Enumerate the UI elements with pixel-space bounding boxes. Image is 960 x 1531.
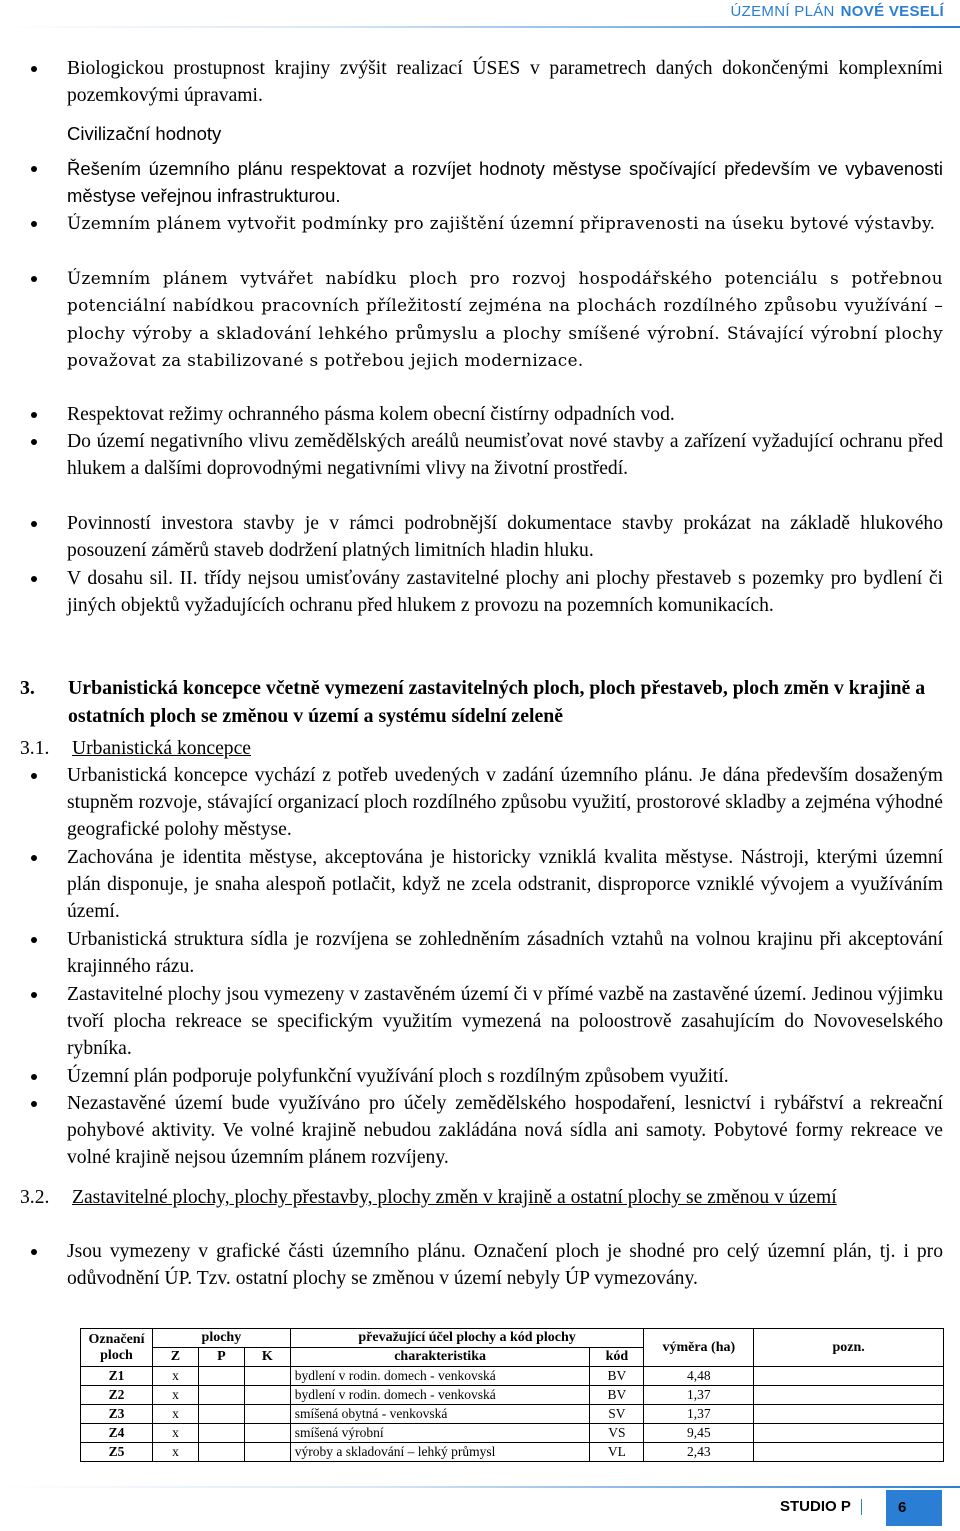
table-row [81, 1424, 944, 1443]
footer-separator [861, 1499, 862, 1515]
cell-id: Z2 [81, 1386, 153, 1405]
list-item: Územním plánem vytvořit podmínky pro zajištění územní připravenosti na úseku bytové výstavby. [67, 210, 943, 237]
list-item: Do území negativního vlivu zemědělských areálů neumisťovat nové stavby a zařízení vyžadující ochranu před hlukem a dalšími doprovodnými negativními vlivy na životní prostředí. [67, 428, 943, 482]
cell-p [198, 1443, 244, 1462]
section-number: 3.2. [20, 1187, 50, 1208]
cell-vymera: 1,37 [644, 1405, 754, 1424]
header-title: NOVÉ VESELÍ [840, 3, 944, 20]
cell-z: x [152, 1405, 198, 1424]
list-item: Biologickou prostupnost krajiny zvýšit realizací ÚSES v parametrech daných dokončenými komplexními pozemkovými úpravami. [67, 55, 943, 109]
cell-z: x [152, 1443, 198, 1462]
list-item: Urbanistická struktura sídla je rozvíjena se zohledněním zásadních vztahů na volnou krajinu při akceptování krajinného rázu. [67, 926, 943, 980]
cell-pozn [754, 1386, 944, 1405]
cell-k [244, 1386, 290, 1405]
list-item: Územní plán podporuje polyfunkční využívání ploch s rozdílným způsobem využití. [67, 1063, 943, 1090]
section-subtitle-civil: Civilizační hodnoty [67, 123, 222, 144]
header-rule [0, 26, 960, 28]
cell-kod: SV [590, 1405, 644, 1424]
table-row [81, 1405, 944, 1424]
cell-kod: BV [590, 1386, 644, 1405]
cell-k [244, 1405, 290, 1424]
plots-table [80, 1328, 944, 1462]
cell-p [198, 1367, 244, 1386]
cell-k [244, 1367, 290, 1386]
cell-p [198, 1386, 244, 1405]
cell-vymera: 2,43 [644, 1443, 754, 1462]
col-header-pozn: pozn. [754, 1329, 944, 1367]
section-number: 3. [20, 677, 35, 699]
col-header-z: Z [152, 1348, 198, 1367]
page-number: 6 [886, 1490, 942, 1526]
footer-rule [0, 1486, 960, 1488]
cell-p [198, 1424, 244, 1443]
list-item: Povinností investora stavby je v rámci podrobnější dokumentace stavby prokázat na základě hlukového posouzení záměrů staveb dodržení platných limitních hladin hluku. [67, 510, 943, 564]
col-header-kod: kód [590, 1348, 644, 1367]
cell-pozn [754, 1367, 944, 1386]
cell-z: x [152, 1424, 198, 1443]
cell-kod: VL [590, 1443, 644, 1462]
cell-char: smíšená výrobní [290, 1424, 590, 1443]
cell-vymera: 4,48 [644, 1367, 754, 1386]
page-footer [780, 1498, 907, 1516]
section-title: Zastavitelné plochy, plochy přestavby, plochy změn v krajině a ostatní plochy se změnou v území [72, 1187, 837, 1208]
table-row [81, 1443, 944, 1462]
cell-kod: BV [590, 1367, 644, 1386]
cell-id: Z3 [81, 1405, 153, 1424]
cell-char: bydlení v rodin. domech - venkovská [290, 1367, 590, 1386]
list-item: Zastavitelné plochy jsou vymezeny v zastavěném území či v přímé vazbě na zastavěné území. Jedinou výjimku tvoří plocha rekreace se specifickým využitím vymezená na poloostrově zasahujícím do Novoveselského rybníka. [67, 981, 943, 1063]
cell-char: bydlení v rodin. domech - venkovská [290, 1386, 590, 1405]
cell-id: Z5 [81, 1443, 153, 1462]
cell-z: x [152, 1386, 198, 1405]
list-item: Řešením územního plánu respektovat a rozvíjet hodnoty městyse spočívající především ve vybavenosti městyse veřejnou infrastrukturou. [67, 155, 943, 209]
cell-k [244, 1424, 290, 1443]
cell-kod: VS [590, 1424, 644, 1443]
cell-char: smíšená obytná - venkovská [290, 1405, 590, 1424]
list-item: V dosahu sil. II. třídy nejsou umisťovány zastavitelné plochy ani plochy přestaveb s pozemky pro bydlení či jiných objektů vyžadujících ochranu před hlukem z provozu na pozemních komunikacích. [67, 565, 943, 619]
cell-vymera: 9,45 [644, 1424, 754, 1443]
cell-pozn [754, 1405, 944, 1424]
footer-studio: STUDIO P [780, 1498, 851, 1515]
cell-z: x [152, 1367, 198, 1386]
list-item: Urbanistická koncepce vychází z potřeb uvedených v zadání územního plánu. Je dána především dosaženým stupněm rozvoje, stávající organizací ploch rozdílného způsobu využití, prostorové skladby a zejména výhodné geografické polohy městyse. [67, 762, 943, 844]
list-item: Respektovat režimy ochranného pásma kolem obecní čistírny odpadních vod. [67, 401, 943, 428]
list-item: Nezastavěné území bude využíváno pro účely zemědělského hospodaření, lesnictví i rybářství a rekreační pohybové aktivity. Ve volné krajině nebudou zakládána nová sídla ani samoty. Pobytové formy rekreace ve volné krajině nejsou územním plánem rozvíjeny. [67, 1090, 943, 1172]
col-header-k: K [244, 1348, 290, 1367]
table-row [81, 1386, 944, 1405]
col-header-plochy: plochy [152, 1329, 290, 1348]
header-label: ÚZEMNÍ PLÁN [730, 3, 835, 20]
list-item: Územním plánem vytvářet nabídku ploch pro rozvoj hospodářského potenciálu s potřebnou potenciální nabídkou pracovních příležitostí zejména na plochách rozdílného způsobu využívání – plochy výroby a skladování lehkého průmyslu a plochy smíšené výrobní. Stávající výrobní plochy považovat za stabilizované s potřebou jejich modernizace. [67, 265, 943, 375]
cell-pozn [754, 1424, 944, 1443]
section-title: Urbanistická koncepce včetně vymezení zastavitelných ploch, ploch přestaveb, ploch změn v krajině a ostatních ploch se změnou v území a systému sídelní zeleně [68, 677, 926, 727]
cell-id: Z4 [81, 1424, 153, 1443]
cell-p [198, 1405, 244, 1424]
col-header-vymera: výměra (ha) [644, 1329, 754, 1367]
col-header-ucel: převažující účel plochy a kód plochy [290, 1329, 644, 1348]
cell-k [244, 1443, 290, 1462]
section-title: Urbanistická koncepce [72, 738, 251, 759]
section-number: 3.1. [20, 738, 50, 759]
table-row [81, 1367, 944, 1386]
cell-pozn [754, 1443, 944, 1462]
list-item: Jsou vymezeny v grafické části územního plánu. Označení ploch je shodné pro celý územní plán, tj. i pro odůvodnění ÚP. Tzv. ostatní plochy se změnou v území nebyly ÚP vymezovány. [67, 1238, 943, 1292]
running-header [731, 3, 944, 25]
cell-char: výroby a skladování – lehký průmysl [290, 1443, 590, 1462]
cell-vymera: 1,37 [644, 1386, 754, 1405]
col-header-char: charakteristika [290, 1348, 590, 1367]
col-header-oznaceni: Označení ploch [81, 1329, 153, 1367]
col-header-p: P [198, 1348, 244, 1367]
cell-id: Z1 [81, 1367, 153, 1386]
table-header-row [81, 1329, 944, 1348]
list-item: Zachována je identita městyse, akceptována je historicky vzniklá kvalita městyse. Nástroji, kterými územní plán disponuje, je snaha alespoň potlačit, když ne zcela odstranit, disproporce vzniklé vývojem a využíváním území. [67, 844, 943, 926]
